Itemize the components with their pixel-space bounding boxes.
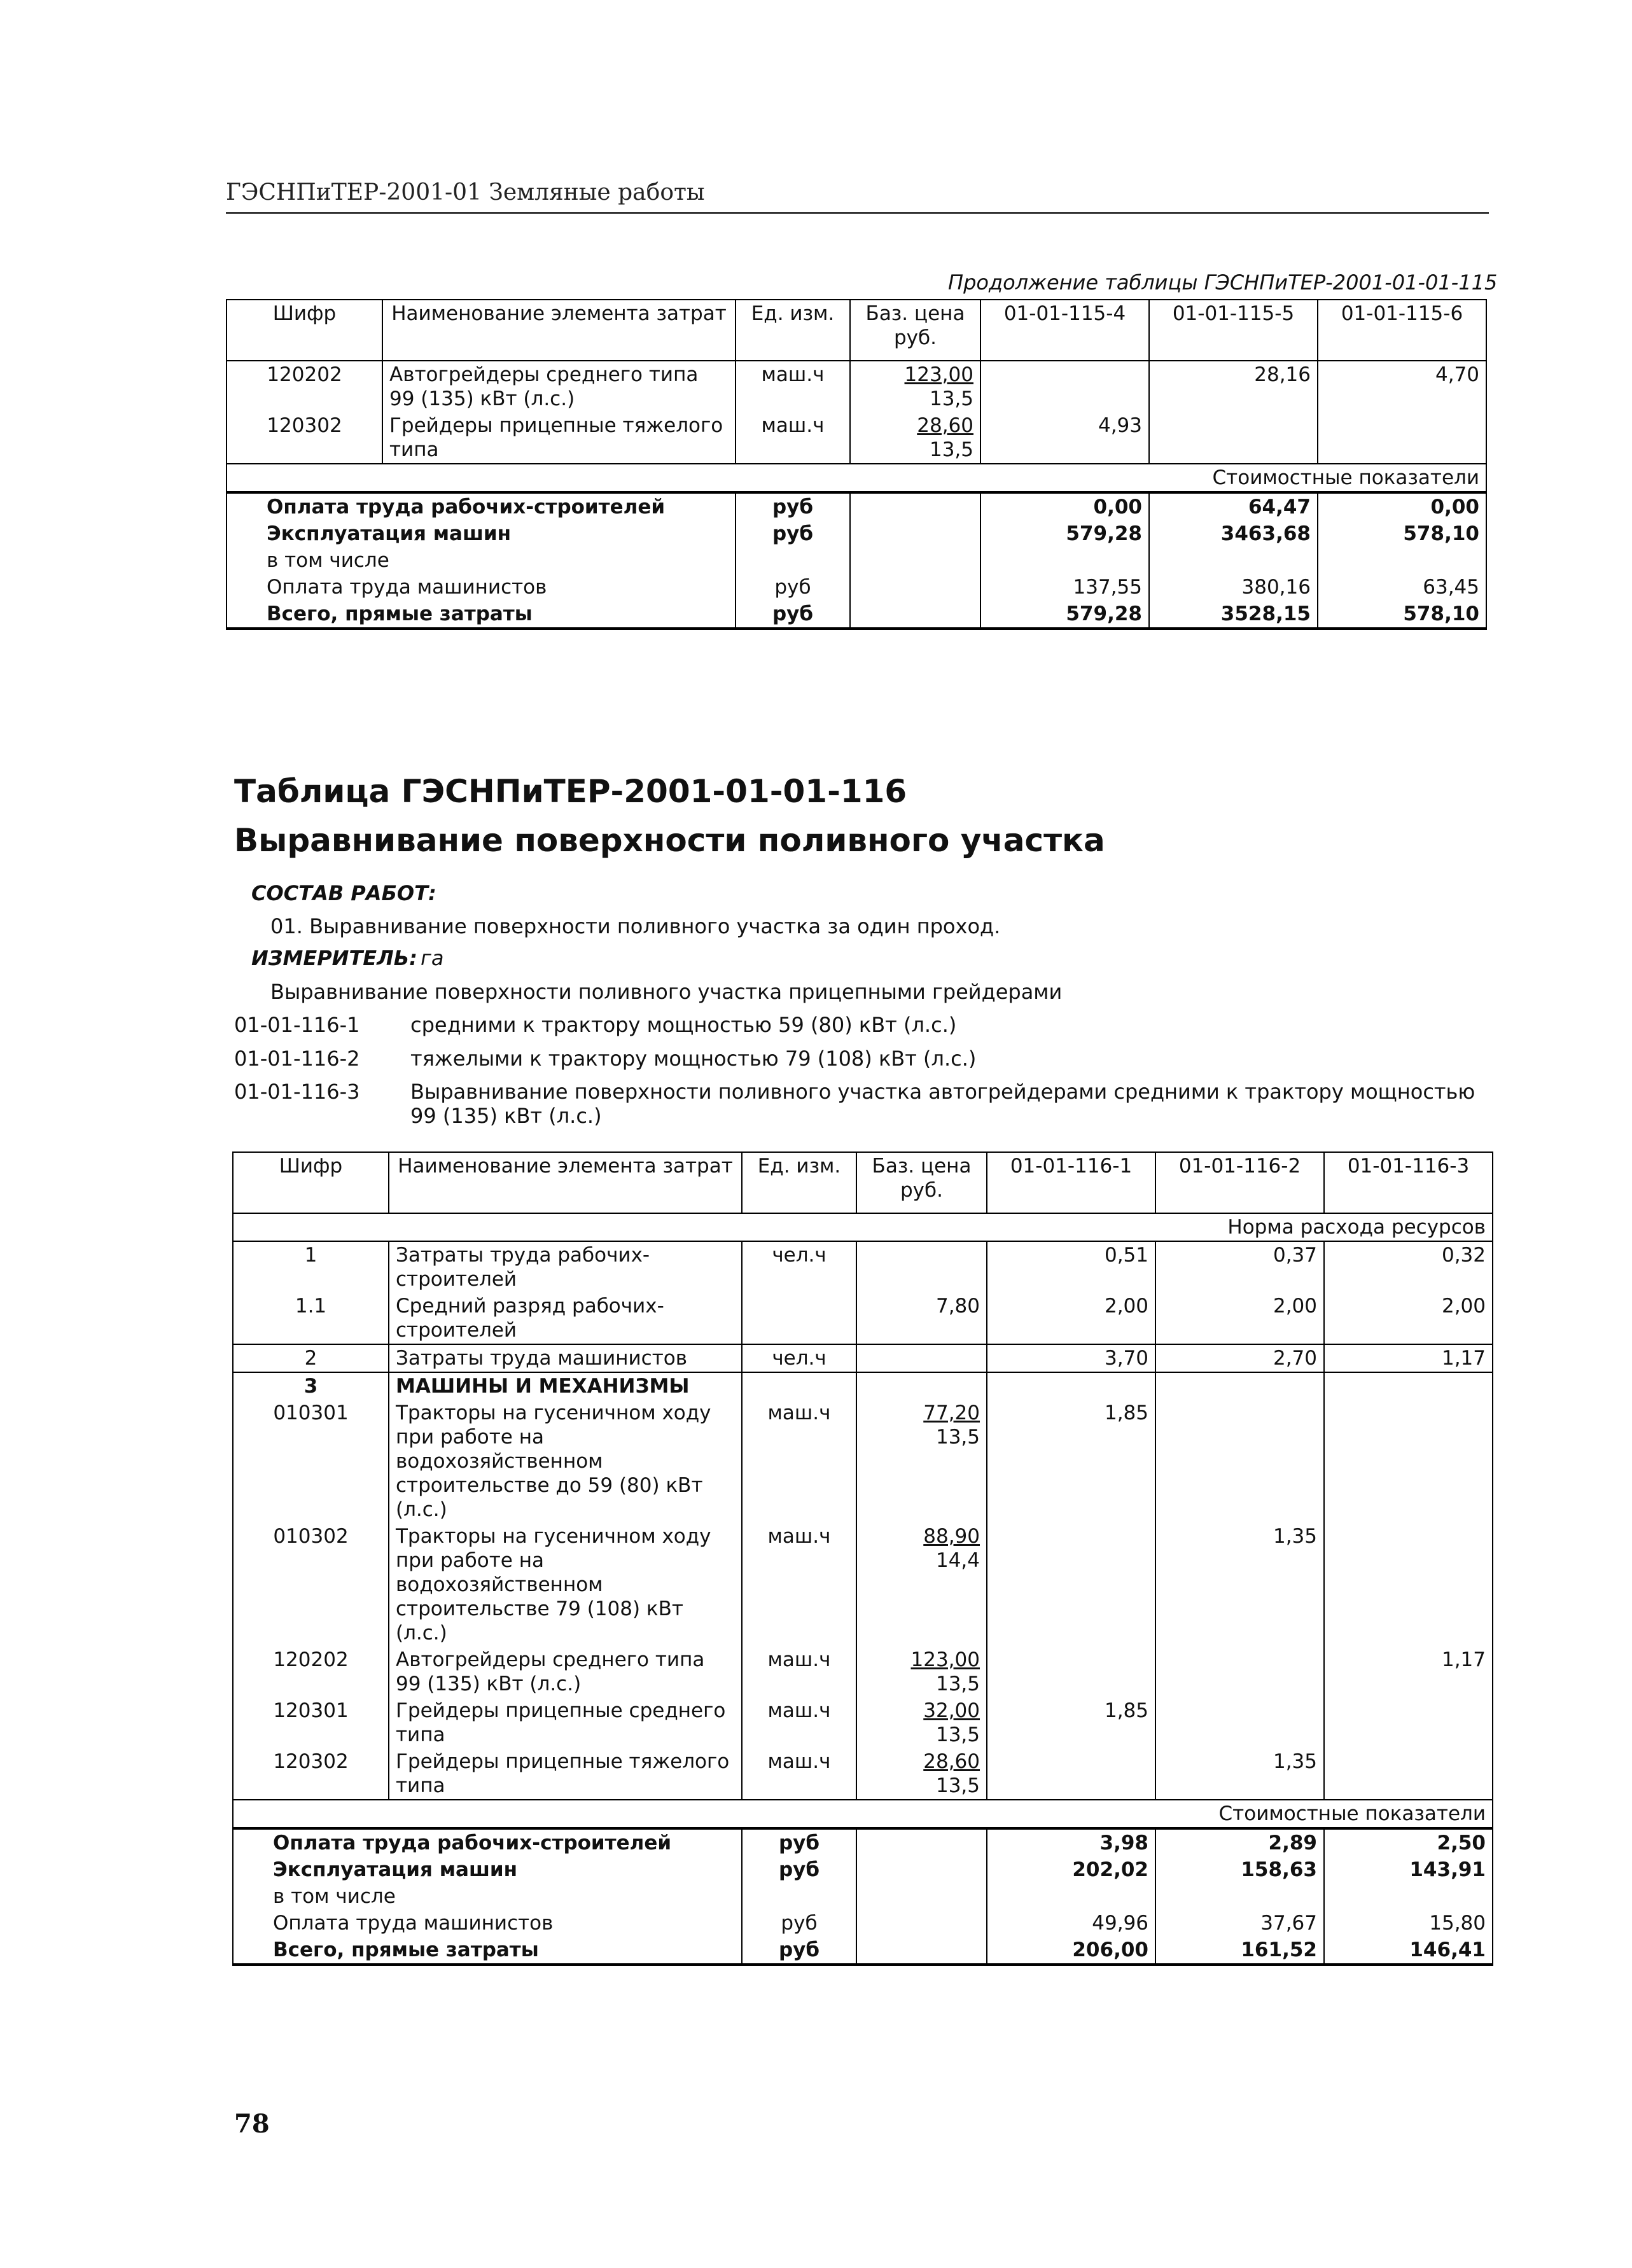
- summary-price-empty: [856, 1883, 987, 1910]
- variants-intro: Выравнивание поверхности поливного участка прицепными грейдерами: [270, 980, 1063, 1004]
- value-cell: 0,37: [1155, 1241, 1324, 1293]
- value-cell: 2,00: [987, 1293, 1155, 1344]
- summary-value: 3,98: [987, 1828, 1155, 1856]
- value-cell: 1,17: [1324, 1646, 1493, 1697]
- table-row: [233, 1748, 1493, 1800]
- summary-unit: руб: [736, 520, 850, 547]
- value-cell: 2,70: [1155, 1344, 1324, 1372]
- empty-cell: [742, 1372, 856, 1400]
- page-number: 78: [234, 2109, 270, 2139]
- empty-cell: [1155, 1372, 1324, 1400]
- value-cell: [1324, 1400, 1493, 1523]
- summary-value: 15,80: [1324, 1910, 1493, 1937]
- summary-unit: руб: [742, 1937, 856, 1965]
- unit-cell: чел.ч: [742, 1344, 856, 1372]
- measure-value: га: [421, 946, 444, 970]
- value-cell: [1324, 1697, 1493, 1748]
- unit-cell: маш.ч: [742, 1400, 856, 1523]
- value-cell: [987, 1748, 1155, 1800]
- unit-cell: маш.ч: [742, 1748, 856, 1800]
- code-cell: 120301: [233, 1697, 389, 1748]
- variant-text: средними к трактору мощностью 59 (80) кВт (л.с.): [410, 1013, 957, 1037]
- value-cell: [1318, 412, 1486, 464]
- summary-row: [233, 1856, 1493, 1883]
- summary-value: [1149, 547, 1318, 574]
- name-cell: Тракторы на гусеничном ходу при работе на водохозяйственном строительстве 79 (108) кВт (л.с.): [389, 1523, 742, 1646]
- price-sub-value: 13,5: [935, 1723, 980, 1746]
- summary-name: Эксплуатация машин: [233, 1856, 742, 1883]
- code-cell: 2: [233, 1344, 389, 1372]
- table1-header-row: [227, 300, 1486, 361]
- table-row: [227, 412, 1486, 464]
- value-cell: [1155, 1646, 1324, 1697]
- summary-value: 380,16: [1149, 574, 1318, 601]
- code-cell: 120202: [227, 361, 382, 412]
- table1-continuation-caption: Продолжение таблицы ГЭСНПиТЕР-2001-01-01-115: [948, 270, 1498, 295]
- summary-value: 0,00: [980, 492, 1149, 520]
- unit-cell: маш.ч: [736, 412, 850, 464]
- summary-value: 578,10: [1318, 601, 1486, 629]
- code-cell: 3: [233, 1372, 389, 1400]
- composition-item: 01. Выравнивание поверхности поливного участка за один проход.: [270, 914, 1001, 938]
- code-cell: 010302: [233, 1523, 389, 1646]
- value-cell: 1,85: [987, 1400, 1155, 1523]
- summary-price-empty: [850, 574, 980, 601]
- code-cell: 120302: [233, 1748, 389, 1800]
- summary-unit: [742, 1883, 856, 1910]
- summary-name: Всего, прямые затраты: [227, 601, 736, 629]
- code-cell: 120302: [227, 412, 382, 464]
- price-sub-value: 13,5: [929, 387, 973, 410]
- value-cell: 1,17: [1324, 1344, 1493, 1372]
- col-header-name: Наименование элемента затрат: [382, 300, 736, 361]
- col-header-v3: 01-01-116-3: [1324, 1152, 1493, 1213]
- section-title: Таблица ГЭСНПиТЕР-2001-01-01-116: [234, 773, 907, 810]
- value-cell: 28,16: [1149, 361, 1318, 412]
- summary-value: 143,91: [1324, 1856, 1493, 1883]
- summary-value: 146,41: [1324, 1937, 1493, 1965]
- variant-text-cont: 99 (135) кВт (л.с.): [410, 1104, 602, 1128]
- price-value: 28,60: [923, 1750, 980, 1773]
- summary-value: [987, 1883, 1155, 1910]
- variant-text: тяжелыми к трактору мощностью 79 (108) кВт (л.с.): [410, 1047, 977, 1071]
- col-header-v3: 01-01-115-6: [1318, 300, 1486, 361]
- summary-price-empty: [856, 1856, 987, 1883]
- summary-value: 137,55: [980, 574, 1149, 601]
- summary-unit: [736, 547, 850, 574]
- summary-value: 579,28: [980, 520, 1149, 547]
- price-value: 32,00: [923, 1699, 980, 1722]
- value-cell: 4,70: [1318, 361, 1486, 412]
- name-cell: Автогрейдеры среднего типа 99 (135) кВт (л.с.): [382, 361, 736, 412]
- summary-name: Оплата труда машинистов: [233, 1910, 742, 1937]
- empty-cell: [987, 1372, 1155, 1400]
- summary-value: 158,63: [1155, 1856, 1324, 1883]
- name-cell: Грейдеры прицепные тяжелого типа: [382, 412, 736, 464]
- table1: [226, 299, 1487, 630]
- table-row: [233, 1400, 1493, 1523]
- summary-row: [233, 1910, 1493, 1937]
- table2-section-label: Стоимостные показатели: [233, 1800, 1493, 1828]
- summary-value: 64,47: [1149, 492, 1318, 520]
- code-cell: 1: [233, 1241, 389, 1293]
- value-cell: 1,85: [987, 1697, 1155, 1748]
- name-cell: Грейдеры прицепные среднего типа: [389, 1697, 742, 1748]
- code-cell: 010301: [233, 1400, 389, 1523]
- composition-label: СОСТАВ РАБОТ:: [251, 881, 436, 905]
- summary-value: [1155, 1883, 1324, 1910]
- value-cell: 4,93: [980, 412, 1149, 464]
- summary-name: Эксплуатация машин: [227, 520, 736, 547]
- table-row: [227, 361, 1486, 412]
- empty-cell: [1324, 1372, 1493, 1400]
- price-cell: [850, 412, 980, 464]
- table-row: [233, 1344, 1493, 1372]
- value-cell: 0,32: [1324, 1241, 1493, 1293]
- value-cell: [1324, 1748, 1493, 1800]
- measure-line: [251, 946, 443, 970]
- summary-price-empty: [850, 547, 980, 574]
- name-cell: Тракторы на гусеничном ходу при работе на водохозяйственном строительстве до 59 (80) кВт (л.с.): [389, 1400, 742, 1523]
- price-cell: [856, 1697, 987, 1748]
- summary-name: в том числе: [233, 1883, 742, 1910]
- unit-cell: маш.ч: [742, 1697, 856, 1748]
- summary-value: 2,89: [1155, 1828, 1324, 1856]
- col-header-v1: 01-01-116-1: [987, 1152, 1155, 1213]
- unit-cell: маш.ч: [742, 1646, 856, 1697]
- col-header-v2: 01-01-116-2: [1155, 1152, 1324, 1213]
- col-header-name: Наименование элемента затрат: [389, 1152, 742, 1213]
- summary-value: 2,50: [1324, 1828, 1493, 1856]
- empty-cell: [856, 1372, 987, 1400]
- table-row: [233, 1646, 1493, 1697]
- summary-value: [980, 547, 1149, 574]
- value-cell: 3,70: [987, 1344, 1155, 1372]
- summary-unit: руб: [736, 601, 850, 629]
- variant-code: 01-01-116-3: [234, 1080, 360, 1104]
- summary-value: 3528,15: [1149, 601, 1318, 629]
- value-cell: 2,00: [1324, 1293, 1493, 1344]
- col-header-unit: Ед. изм.: [742, 1152, 856, 1213]
- summary-price-empty: [856, 1937, 987, 1965]
- group-row: [233, 1372, 1493, 1400]
- col-header-code: Шифр: [227, 300, 382, 361]
- summary-price-empty: [850, 492, 980, 520]
- summary-value: 206,00: [987, 1937, 1155, 1965]
- value-cell: 0,51: [987, 1241, 1155, 1293]
- summary-row: [233, 1937, 1493, 1965]
- running-header: ГЭСНПиТЕР-2001-01 Земляные работы: [226, 179, 705, 205]
- price-cell: [856, 1523, 987, 1646]
- summary-name: Оплата труда машинистов: [227, 574, 736, 601]
- summary-value: 578,10: [1318, 520, 1486, 547]
- summary-value: [1318, 547, 1486, 574]
- summary-row: [227, 574, 1486, 601]
- col-header-price: Баз. цена руб.: [856, 1152, 987, 1213]
- name-cell: Затраты труда рабочих-строителей: [389, 1241, 742, 1293]
- col-header-v2: 01-01-115-5: [1149, 300, 1318, 361]
- summary-value: 63,45: [1318, 574, 1486, 601]
- unit-cell: чел.ч: [742, 1241, 856, 1293]
- unit-cell: маш.ч: [736, 361, 850, 412]
- summary-value: 0,00: [1318, 492, 1486, 520]
- col-header-code: Шифр: [233, 1152, 389, 1213]
- summary-row: [233, 1828, 1493, 1856]
- summary-value: 3463,68: [1149, 520, 1318, 547]
- name-cell: Затраты труда машинистов: [389, 1344, 742, 1372]
- summary-unit: руб: [736, 574, 850, 601]
- value-cell: [987, 1646, 1155, 1697]
- summary-row: [227, 547, 1486, 574]
- unit-cell: маш.ч: [742, 1523, 856, 1646]
- table2-norm-label: Норма расхода ресурсов: [233, 1213, 1493, 1241]
- summary-value: 37,67: [1155, 1910, 1324, 1937]
- price-sub-value: 14,4: [935, 1549, 980, 1572]
- summary-unit: руб: [736, 492, 850, 520]
- section-subtitle: Выравнивание поверхности поливного участка: [234, 822, 1105, 859]
- summary-row: [227, 520, 1486, 547]
- code-cell: 1.1: [233, 1293, 389, 1344]
- price-value: 123,00: [910, 1648, 980, 1671]
- col-header-v1: 01-01-115-4: [980, 300, 1149, 361]
- value-cell: 1,35: [1155, 1523, 1324, 1646]
- table-row: [233, 1241, 1493, 1293]
- header-rule: [226, 212, 1489, 214]
- table2: [232, 1151, 1493, 1966]
- price-value: 7,80: [935, 1295, 980, 1318]
- price-cell: [856, 1646, 987, 1697]
- price-cell: [856, 1748, 987, 1800]
- measure-label: ИЗМЕРИТЕЛЬ:: [251, 946, 417, 970]
- summary-row: [227, 601, 1486, 629]
- value-cell: [1149, 412, 1318, 464]
- summary-price-empty: [856, 1828, 987, 1856]
- summary-name: Оплата труда рабочих-строителей: [227, 492, 736, 520]
- table2-section-row: [233, 1800, 1493, 1828]
- summary-value: 202,02: [987, 1856, 1155, 1883]
- price-cell: [850, 361, 980, 412]
- value-cell: [1324, 1523, 1493, 1646]
- code-cell: 120202: [233, 1646, 389, 1697]
- summary-price-empty: [850, 601, 980, 629]
- value-cell: [1155, 1697, 1324, 1748]
- summary-row: [227, 492, 1486, 520]
- table2-header-row: [233, 1152, 1493, 1213]
- summary-unit: руб: [742, 1856, 856, 1883]
- price-sub-value: 13,5: [935, 1426, 980, 1449]
- variant-text: Выравнивание поверхности поливного участка автогрейдерами средними к трактору мощностью: [410, 1080, 1475, 1104]
- price-value: 77,20: [923, 1402, 980, 1424]
- price-cell: [856, 1344, 987, 1372]
- price-sub-value: 13,5: [935, 1673, 980, 1695]
- price-sub-value: 13,5: [929, 438, 973, 461]
- summary-unit: руб: [742, 1910, 856, 1937]
- summary-price-empty: [856, 1910, 987, 1937]
- price-sub-value: 13,5: [935, 1774, 980, 1797]
- group-name-cell: МАШИНЫ И МЕХАНИЗМЫ: [389, 1372, 742, 1400]
- value-cell: [980, 361, 1149, 412]
- table1-section-row: [227, 464, 1486, 492]
- summary-name: Оплата труда рабочих-строителей: [233, 1828, 742, 1856]
- value-cell: [987, 1523, 1155, 1646]
- price-cell: [856, 1400, 987, 1523]
- summary-value: 49,96: [987, 1910, 1155, 1937]
- table-row: [233, 1293, 1493, 1344]
- variant-code: 01-01-116-1: [234, 1013, 360, 1037]
- name-cell: Автогрейдеры среднего типа 99 (135) кВт (л.с.): [389, 1646, 742, 1697]
- price-cell: [856, 1293, 987, 1344]
- summary-price-empty: [850, 520, 980, 547]
- summary-value: 579,28: [980, 601, 1149, 629]
- unit-cell: [742, 1293, 856, 1344]
- summary-name: Всего, прямые затраты: [233, 1937, 742, 1965]
- price-value: 123,00: [904, 363, 973, 386]
- name-cell: Средний разряд рабочих-строителей: [389, 1293, 742, 1344]
- summary-value: [1324, 1883, 1493, 1910]
- value-cell: 1,35: [1155, 1748, 1324, 1800]
- table2-norm-row: [233, 1213, 1493, 1241]
- variant-code: 01-01-116-2: [234, 1047, 360, 1071]
- value-cell: 2,00: [1155, 1293, 1324, 1344]
- summary-row: [233, 1883, 1493, 1910]
- price-value: 28,60: [917, 414, 973, 437]
- price-value: 88,90: [923, 1525, 980, 1548]
- price-cell: [856, 1241, 987, 1293]
- col-header-unit: Ед. изм.: [736, 300, 850, 361]
- table1-section-label: Стоимостные показатели: [227, 464, 1486, 492]
- col-header-price: Баз. цена руб.: [850, 300, 980, 361]
- name-cell: Грейдеры прицепные тяжелого типа: [389, 1748, 742, 1800]
- summary-unit: руб: [742, 1828, 856, 1856]
- table-row: [233, 1697, 1493, 1748]
- value-cell: [1155, 1400, 1324, 1523]
- summary-value: 161,52: [1155, 1937, 1324, 1965]
- table-row: [233, 1523, 1493, 1646]
- summary-name: в том числе: [227, 547, 736, 574]
